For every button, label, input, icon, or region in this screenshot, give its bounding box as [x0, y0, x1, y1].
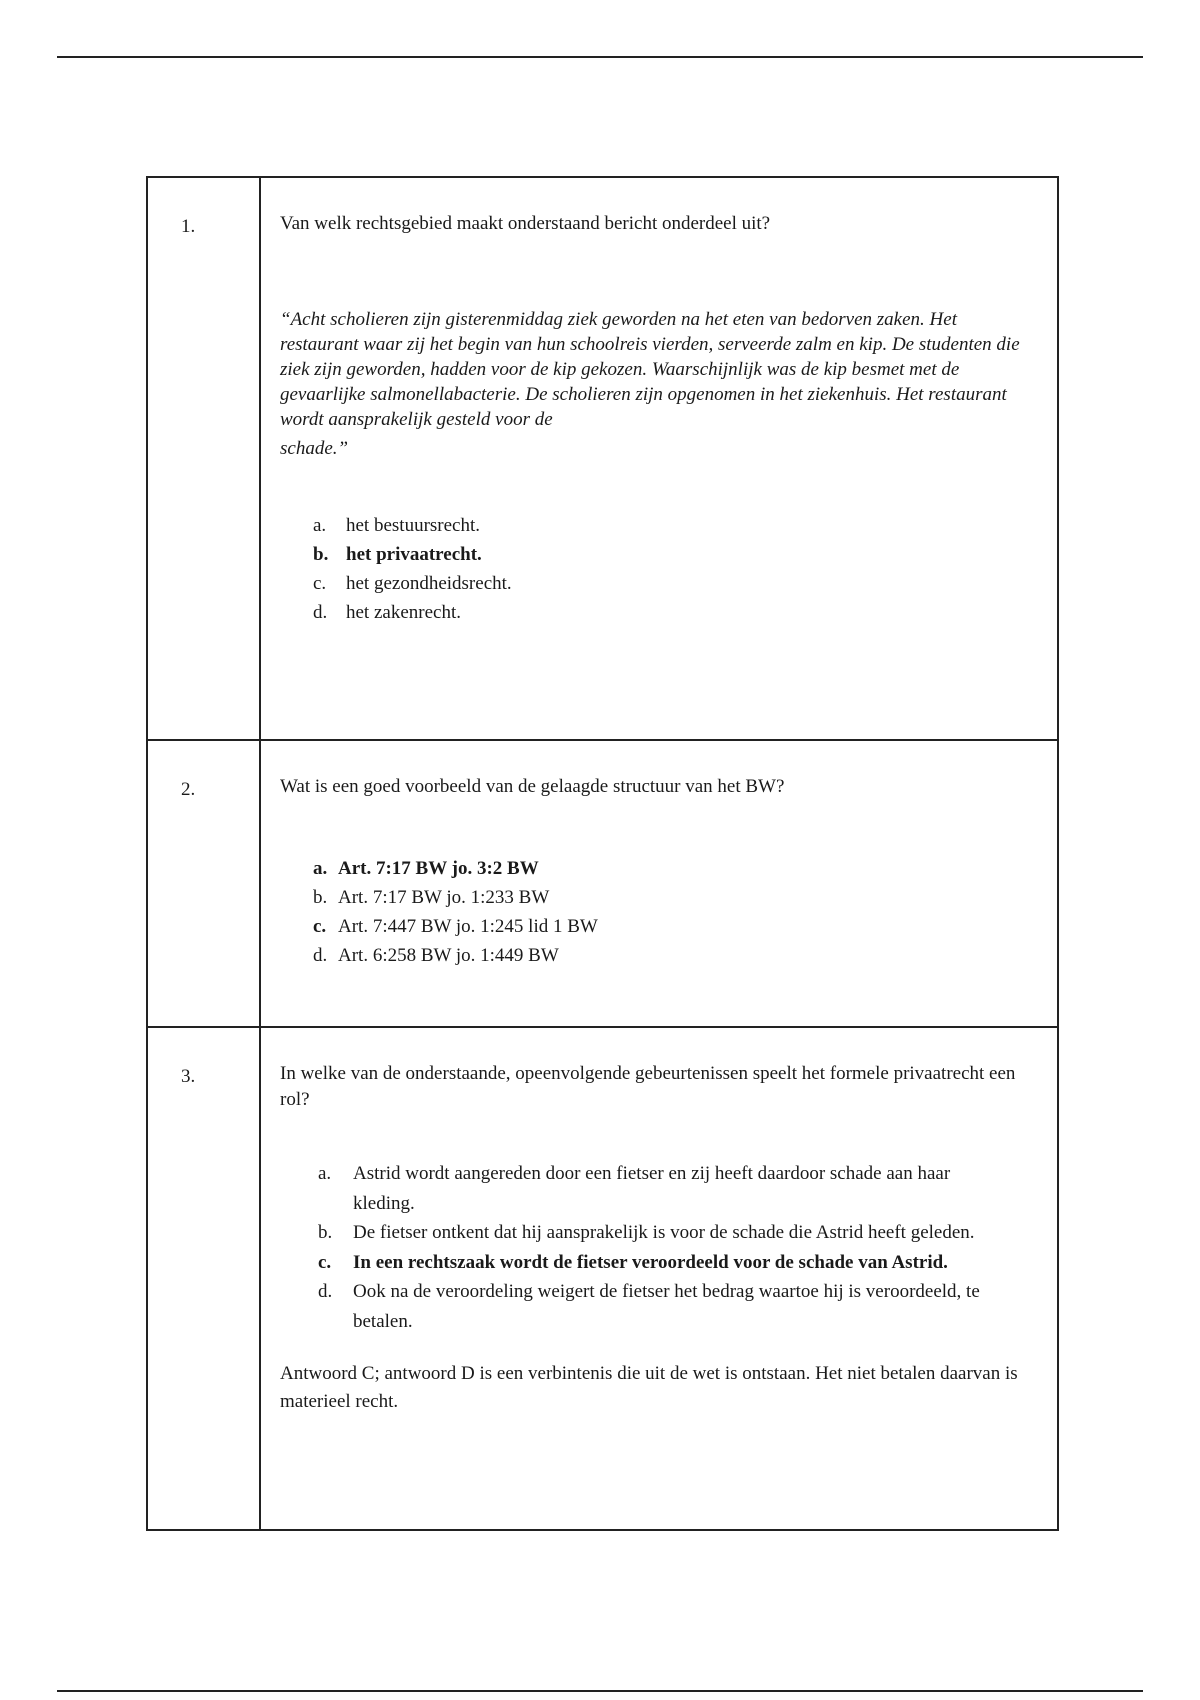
option-letter: c. — [318, 1251, 332, 1273]
option-text: Art. 6:258 BW jo. 1:449 BW — [338, 945, 559, 966]
option-b-correct — [280, 540, 1035, 569]
answer-options — [280, 511, 1035, 627]
option-letter: d. — [313, 602, 328, 623]
question-row — [147, 177, 1058, 740]
option-c-correct — [280, 1248, 995, 1278]
news-quote-main: “Acht scholieren zijn gisterenmiddag ziek geworden na het eten van bedorven zaken. Het restaurant waar zij het begin van hun schoolreis vierden, serveerde zalm en kip. De studenten die ziek zijn geworden, hadden voor de kip gekozen. Waarschijnlijk was de kip besmet met de gevaarlijke salmonellabacterie. De scholieren zijn opgenomen in het ziekenhuis. Het restaurant wordt aansprakelijk gesteld voor de — [280, 309, 1020, 430]
question-text: In welke van de onderstaande, opeenvolgende gebeurtenissen speelt het formele privaatrecht een rol? — [280, 1063, 1016, 1110]
option-a — [280, 511, 1035, 540]
answer-explanation: Antwoord C; antwoord D is een verbintenis die uit de wet is ontstaan. Het niet betalen daarvan is materieel recht. — [280, 1363, 1018, 1412]
option-text: het zakenrecht. — [346, 602, 461, 623]
option-text: Art. 7:17 BW jo. 1:233 BW — [338, 887, 550, 908]
question-text: Wat is een goed voorbeeld van de gelaagde structuur van het BW? — [280, 776, 785, 797]
question-row — [147, 1027, 1058, 1530]
question-body — [260, 1027, 1058, 1530]
option-letter: b. — [318, 1222, 333, 1243]
news-quote-end: schade.” — [280, 438, 349, 459]
option-c — [280, 912, 1035, 941]
option-b — [280, 883, 1035, 912]
option-text: In een rechtszaak wordt de fietser veroordeeld voor de schade van Astrid. — [353, 1251, 948, 1273]
question-number: 2. — [147, 740, 260, 1027]
option-letter: b. — [313, 887, 328, 908]
header-rule — [57, 56, 1143, 58]
question-number: 1. — [147, 177, 260, 740]
option-a — [280, 1159, 995, 1218]
option-text: Art. 7:17 BW jo. 3:2 BW — [338, 858, 539, 879]
option-text: Art. 7:447 BW jo. 1:245 lid 1 BW — [338, 916, 598, 937]
answer-options — [280, 1159, 1035, 1336]
option-text: het bestuursrecht. — [346, 515, 481, 536]
option-letter: d. — [318, 1281, 333, 1302]
question-text: Van welk rechtsgebied maakt onderstaand bericht onderdeel uit? — [280, 213, 771, 234]
option-text: het gezondheidsrecht. — [346, 573, 512, 594]
option-text: Astrid wordt aangereden door een fietser en zij heeft daardoor schade aan haar kleding. — [353, 1163, 951, 1214]
option-letter: c. — [313, 573, 327, 594]
option-text: De fietser ontkent dat hij aansprakelijk is voor de schade die Astrid heeft geleden. — [353, 1222, 975, 1243]
option-d — [280, 941, 1035, 970]
question-body — [260, 740, 1058, 1027]
option-letter: a. — [313, 858, 328, 879]
question-row — [147, 740, 1058, 1027]
news-quote — [280, 307, 1035, 461]
option-c — [280, 569, 1035, 598]
question-body — [260, 177, 1058, 740]
option-d — [280, 1277, 995, 1336]
option-a-correct — [280, 854, 1035, 883]
option-letter: a. — [313, 515, 327, 536]
option-b — [280, 1218, 995, 1248]
question-number: 3. — [147, 1027, 260, 1530]
option-letter: a. — [318, 1163, 332, 1184]
option-letter: c. — [313, 916, 327, 937]
option-text: het privaatrecht. — [346, 544, 482, 565]
option-letter: b. — [313, 544, 329, 565]
question-table — [146, 176, 1059, 1531]
option-d — [280, 598, 1035, 627]
option-text: Ook na de veroordeling weigert de fietser het bedrag waartoe hij is veroordeeld, te betalen. — [353, 1281, 980, 1332]
option-letter: d. — [313, 945, 328, 966]
answer-options — [280, 854, 1035, 970]
footer-rule — [57, 1690, 1143, 1692]
